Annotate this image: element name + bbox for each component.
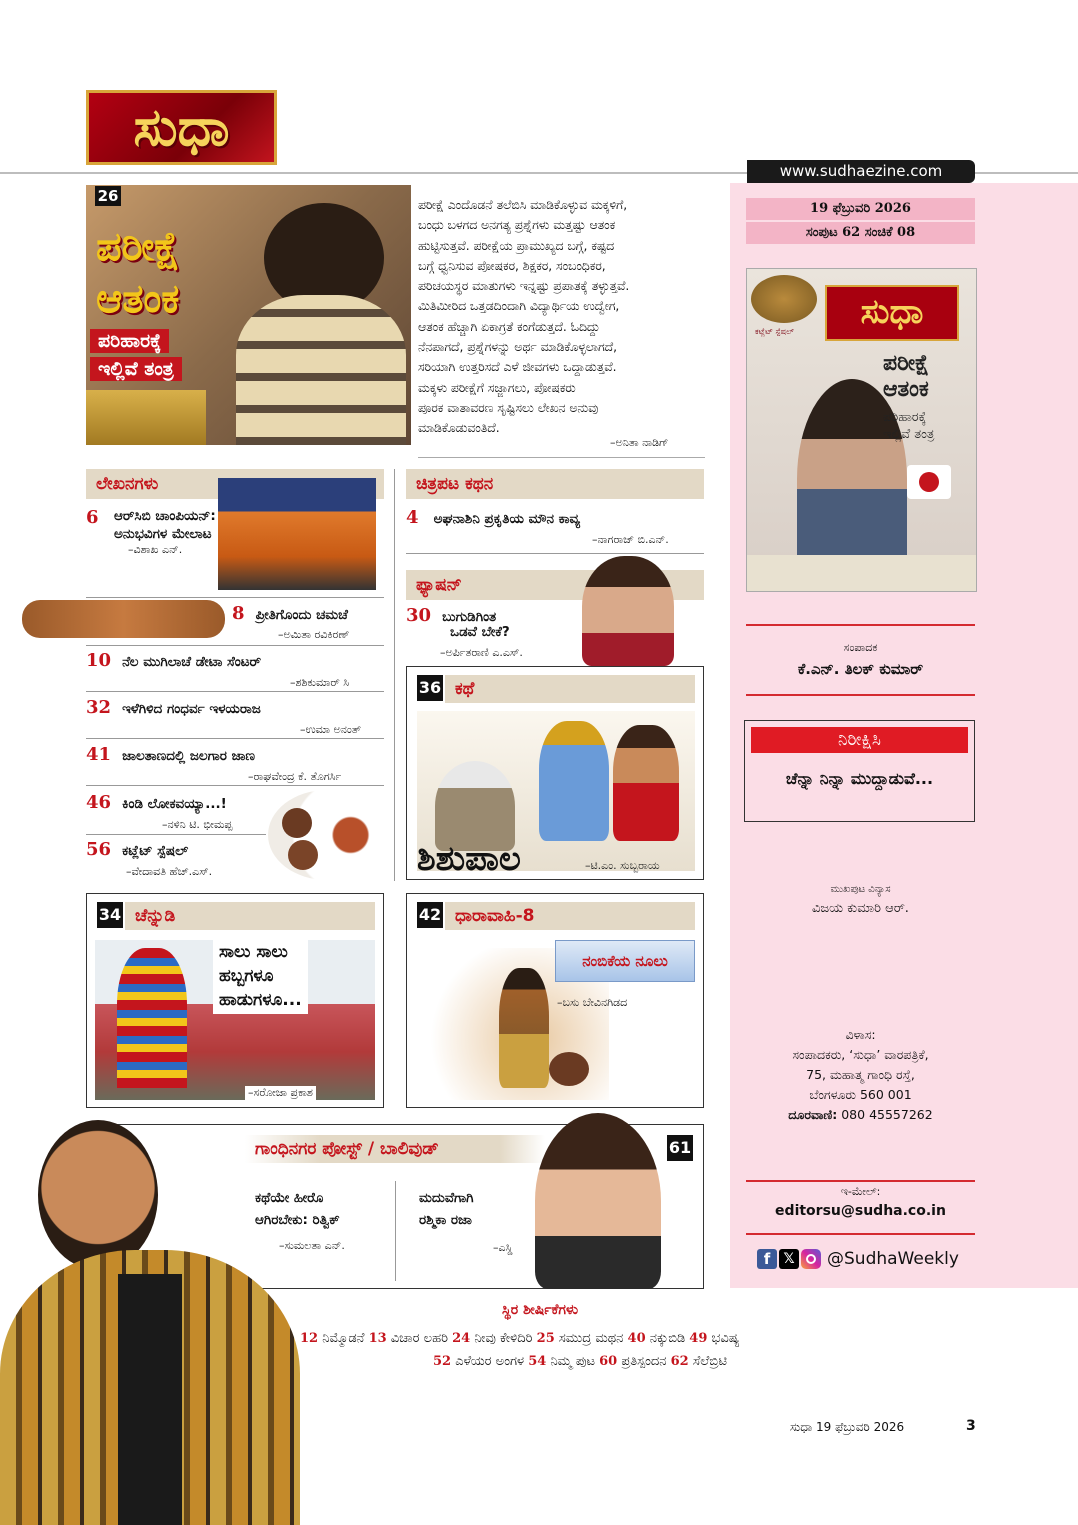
lead-line: ಪೂರಕ ವಾತಾವರಣ ಸೃಷ್ಟಿಸಲು ಲೇಖನ ಅನುವು (418, 400, 599, 415)
cover-design-label: ಮುಖಪುಟ ವಿನ್ಯಾಸ (830, 884, 891, 895)
actor-face (38, 1120, 158, 1270)
actor-jacket (0, 1250, 300, 1525)
film-right-title-line1: ಮದುವೆಗಾಗಿ (419, 1190, 474, 1206)
regular-page-number: 52 (432, 1354, 452, 1369)
krishna-figure (539, 721, 609, 841)
phone-line (746, 1105, 975, 1125)
article-author: –ಶಶಿಕುಮಾರ್ ಸಿ (290, 676, 350, 689)
list-divider (406, 553, 704, 554)
lead-line: ಆತಂಕ ಹೆಚ್ಚಾಗಿ ಏಕಾಗ್ರತೆ ಕಂಗೆಡುತ್ತದೆ. ಓದಿದ್ದು (418, 319, 600, 334)
address-line3: ಬೆಂಗಳೂರು 560 001 (809, 1087, 912, 1102)
social-row (757, 1249, 959, 1269)
sidebar-divider (746, 624, 975, 626)
regular-title: ಸೆಲೆಬ್ರಿಟಿ (692, 1354, 728, 1369)
regular-page-number: 25 (536, 1331, 555, 1346)
regular-columns-heading: ಸ್ಥಿರ ಶೀರ್ಷಿಕೆಗಳು (501, 1302, 579, 1318)
article-page-number: 56 (86, 839, 112, 860)
fashion-author: –ಅರ್ಪಿತರಾಣಿ ಎ.ಎಸ್. (440, 646, 523, 659)
story-box[interactable] (406, 666, 704, 880)
regular-item[interactable] (433, 1354, 524, 1369)
list-divider (86, 834, 266, 835)
article-author: –ವಿಶಾಖ ಎನ್. (128, 543, 183, 556)
footer-text: ಸುಧಾ 19 ಫೆಬ್ರುವರಿ 2026 (790, 1420, 905, 1434)
lead-subtitle-line1: ಪರಿಹಾರಕ್ಕೆ (90, 329, 169, 353)
regular-item[interactable] (599, 1354, 666, 1369)
cover-badge (907, 465, 951, 499)
cover-thumbnail[interactable] (746, 268, 977, 592)
regular-title: ಪ್ರತಿಸ್ಪಂದನ (621, 1354, 667, 1369)
film-left-author: –ಸುಮಲತಾ ಎನ್. (279, 1239, 345, 1252)
article-page-number: 10 (86, 650, 112, 671)
lead-line: ಸರಿಯಾಗಿ ಉತ್ತರಿಸದೆ ಎಳೆ ಜೀವಗಳು ಒದ್ದಾಡುತ್ತವೆ. (418, 360, 617, 375)
serial-heading: ಧಾರಾವಾಹಿ-8 (445, 902, 695, 930)
coming-next-heading: ನಿರೀಕ್ಷಿಸಿ (751, 727, 968, 753)
regular-page-number: 40 (627, 1331, 646, 1346)
article-title: ಕಟ್ಲೆಟ್ ಸ್ಪೆಷಲ್ (122, 843, 189, 859)
cinema-item[interactable] (406, 507, 580, 528)
lead-line: ಪರಿಚಯಸ್ಥರ ಮಾತುಗಳು ಇನ್ನಷ್ಟು ಪ್ರಪಾತಕ್ಕೆ ತಳ್ಳುತ್ತವೆ. (418, 279, 630, 294)
cover-line2: ಆತಂಕ (883, 377, 929, 402)
lead-line: ಬಗ್ಗೆ ಧ್ವನಿಸುವ ಪೋಷಕರ, ಶಿಕ್ಷಕರ, ಸಂಬಂಧಿಕರ, (418, 258, 606, 273)
regular-columns-row2 (300, 1351, 860, 1373)
cinema-page-number: 4 (406, 507, 419, 528)
actor-shirt (118, 1274, 182, 1525)
article-page-number: 6 (86, 507, 99, 528)
lead-title-line1: ಪರೀಕ್ಷೆ (96, 224, 181, 270)
article-page-number: 46 (86, 792, 112, 813)
serial-page-number: 42 (417, 902, 443, 928)
address-label: ವಿಳಾಸ: (845, 1027, 876, 1042)
woman-figure (499, 968, 549, 1088)
article-author: –ರಾಘವೇಂದ್ರ ಕೆ. ತೊಗರ್ಸಿ (248, 770, 342, 783)
regular-columns-row1 (300, 1328, 976, 1350)
phone-number: 080 45557262 (841, 1107, 933, 1122)
article-title: ಕಿಂಡಿ ಲೋಕವಯ್ಯಾ...! (122, 796, 227, 812)
list-divider (86, 645, 384, 646)
article-page-number: 32 (86, 697, 112, 718)
email-address[interactable]: editorsu@sudha.co.in (775, 1203, 946, 1219)
list-divider (86, 691, 384, 692)
address-block (746, 1025, 975, 1125)
email-label: ಇ-ಮೇಲ್: (840, 1185, 881, 1198)
regular-page-number: 54 (528, 1354, 547, 1369)
lead-line: ಮಾಡಿಕೊಡುವಂತಿದೆ. (418, 421, 500, 436)
rcb-photo (218, 478, 376, 590)
books-stack (86, 390, 206, 445)
article-title: ಜಾಲತಾಣದಲ್ಲಿ ಜಲಗಾರ ಜಾಣ (122, 748, 255, 764)
cooking-pot (549, 1052, 589, 1086)
address-line2: 75, ಮಹಾತ್ಮ ಗಾಂಧಿ ರಸ್ತೆ, (806, 1067, 915, 1082)
editor-label: ಸಂಪಾದಕ (843, 641, 878, 654)
lead-paragraph (418, 195, 708, 439)
travel-title-line2: ಹಬ್ಬಗಳೂ (219, 966, 274, 986)
address-line1: ಸಂಪಾದಕರು, ‘ಸುಧಾ’ ವಾರಪತ್ರಿಕೆ, (792, 1047, 929, 1062)
film-right-item (419, 1187, 474, 1231)
travel-box[interactable] (86, 893, 384, 1108)
lead-line: ನೆನಪಾಗದೆ, ಪ್ರಶ್ನೆಗಳನ್ನು ಅರ್ಥ ಮಾಡಿಕೊಳ್ಳಲಾಗದೆ, (418, 340, 617, 355)
lead-line: ಮಿತಿಮೀರಿದ ಒತ್ತಡದಿಂದಾಗಿ ವಿದ್ಯಾರ್ಥಿಯ ಉದ್ವೇಗ, (418, 299, 620, 314)
article-author: –ನಳಿನಿ ಟಿ. ಭೀಮಪ್ಪ (162, 818, 233, 831)
editor-name: ಕೆ.ಎನ್. ತಿಲಕ್ ಕುಮಾರ್ (797, 660, 924, 678)
regular-title: ವಿಚಾರ ಲಹರಿ (390, 1331, 448, 1346)
article-item[interactable] (86, 507, 216, 557)
article-item[interactable] (86, 744, 255, 765)
list-divider (86, 738, 384, 739)
article-item[interactable] (86, 792, 227, 813)
article-item[interactable] (86, 650, 261, 671)
cover-headline (883, 351, 929, 403)
sidebar-divider (746, 1180, 975, 1182)
film-right-title-line2: ರಶ್ಮಿಕಾ ರಜಾ (419, 1212, 472, 1228)
lead-rule (418, 457, 705, 458)
sidebar-divider (746, 1233, 975, 1235)
regular-item[interactable] (537, 1331, 624, 1346)
film-divider (395, 1181, 396, 1281)
cutlet-image (751, 275, 817, 323)
travel-title-line1: ಸಾಲು ಸಾಲು (219, 942, 288, 962)
lead-subtitle-line2: ಇಲ್ಲಿವೆ ತಂತ್ರ (90, 357, 182, 381)
lead-title-line2: ಆತಂಕ (96, 276, 180, 322)
coming-next-box (744, 720, 975, 822)
cover-line1: ಪರೀಕ್ಷೆ (883, 351, 930, 376)
article-item[interactable] (86, 839, 188, 860)
cover-book (747, 555, 976, 591)
story-heading: ಕಥೆ (445, 675, 695, 703)
fashion-page-number: 30 (406, 605, 432, 626)
film-left-title-line2: ಆಗಿರಬೇಕು: ರಿತ್ವಿಕ್ (255, 1212, 340, 1228)
article-title: ನೆಲ ಮುಗಿಲಾಚೆ ಡೇಟಾ ಸೆಂಟರ್ (122, 654, 262, 670)
cover-line4: ಇಲ್ಲಿವೆ ತಂತ್ರ (883, 427, 935, 442)
issue-volume: ಸಂಪುಟ 62 ಸಂಚಿಕೆ 08 (746, 222, 975, 244)
cover-logo: ಸುಧಾ (825, 285, 959, 341)
film-left-title-line1: ಕಥೆಯೇ ಹೀರೊ (255, 1190, 324, 1206)
article-item[interactable] (86, 697, 261, 718)
regular-page-number: 24 (452, 1331, 471, 1346)
instagram-icon[interactable] (801, 1249, 821, 1269)
issue-date: 19 ಫೆಬ್ರುವರಿ 2026 (746, 198, 975, 220)
travel-heading: ಚೆನ್ನುಡಿ (125, 902, 375, 930)
film-left-item (255, 1187, 340, 1231)
cover-tag: ಕಟ್ಲೆಟ್ ಸ್ಪೆಷಲ್ (755, 327, 794, 336)
travel-title (213, 938, 308, 1014)
page-number: 3 (966, 1418, 976, 1434)
regular-item[interactable] (300, 1331, 364, 1346)
article-item[interactable] (232, 603, 348, 624)
serial-box[interactable] (406, 893, 704, 1108)
sidebar-divider (746, 694, 975, 696)
articles-heading: ಲೇಖನಗಳು (86, 469, 384, 499)
cover-design-name: ವಿಜಯ ಕುಮಾರಿ ಆರ್. (812, 901, 909, 916)
regular-item[interactable] (628, 1331, 686, 1346)
regular-title: ನೀವು ಕೇಳಿದಿರಿ (474, 1331, 533, 1346)
student-shirt (236, 295, 406, 445)
regular-page-number: 49 (689, 1331, 708, 1346)
regular-page-number: 60 (599, 1354, 618, 1369)
wooden-spoon-image (22, 600, 225, 638)
cover-subline (883, 409, 934, 443)
lead-page-number: 26 (95, 186, 121, 206)
x-icon[interactable]: 𝕏 (779, 1249, 799, 1269)
lead-line: ಮಕ್ಕಳು ಪರೀಕ್ಷೆಗೆ ಸಜ್ಜಾಗಲು, ಪೋಷಕರು (418, 380, 576, 395)
travel-author: –ಸರೋಜಾ ಪ್ರಕಾಶ (245, 1086, 316, 1100)
regular-title: ನಿಮ್ಮೊಡನೆ (322, 1331, 365, 1346)
shishupala-figure (613, 725, 679, 841)
list-divider (86, 785, 384, 786)
regular-page-number: 62 (670, 1354, 689, 1369)
fashion-title-line2: ಒಡವೆ ಬೇಕೆ? (450, 624, 510, 640)
fashion-title-line1: ಬುಗುಡಿಗಿಂತ (442, 609, 497, 625)
cinema-heading: ಚಿತ್ರಪಟ ಕಥನ (406, 469, 704, 499)
film-right-author: –ಎಸ್ಡಿ (493, 1241, 513, 1254)
article-page-number: 41 (86, 744, 112, 765)
facebook-icon[interactable]: f (757, 1249, 777, 1269)
article-author: –ಉಮಾ ಅನಂತ್ (300, 723, 362, 736)
lead-story-image[interactable] (86, 185, 411, 445)
fashion-item[interactable] (406, 605, 496, 626)
phone-label: ದೂರವಾಣಿ: (788, 1107, 838, 1122)
travel-title-line3: ಹಾಡುಗಳೂ... (219, 990, 302, 1010)
lead-line: ಪರೀಕ್ಷೆ ಎಂದೊಡನೆ ತಲೆಬಿಸಿ ಮಾಡಿಕೊಳ್ಳುವ ಮಕ್ಕಳಿಗೆ, (418, 198, 628, 212)
article-author: –ಅಮಿತಾ ರವಿಕಿರಣ್ (278, 628, 350, 641)
film-page-number-right: 61 (667, 1135, 693, 1161)
story-page-number: 36 (417, 675, 443, 701)
sage-figure (435, 761, 515, 851)
travel-page-number: 34 (97, 902, 123, 928)
lead-line: ಬಂಧು ಬಳಗದ ಅನಗತ್ಯ ಪ್ರಶ್ನೆಗಳು ಮತ್ತಷ್ಟು ಆತಂಕ (418, 218, 616, 233)
story-author: –ಟಿ.ಎಂ. ಸುಬ್ಬರಾಯ (585, 859, 660, 872)
film-heading: ಗಾಂಧಿನಗರ ಪೋಸ್ಟ್ / ಬಾಲಿವುಡ್ (245, 1135, 545, 1163)
serial-author: –ಬಸು ಬೇವಿನಗಿಡದ (557, 996, 628, 1009)
lead-subtitle (90, 329, 182, 381)
snack-plate-image (268, 790, 386, 880)
regular-page-number: 12 (300, 1331, 319, 1346)
regular-title: ನಿಮ್ಮ ಪುಟ (550, 1354, 595, 1369)
fashion-heading: ಫ್ಯಾಷನ್ (406, 570, 704, 600)
regular-item[interactable] (689, 1331, 739, 1346)
lead-title (96, 221, 180, 325)
article-title: ಆರ್‌ಸಿಬಿ ಚಾಂಪಿಯನ್: ಅನುಭವಿಗಳ ಮೇಲಾಟ (114, 508, 216, 542)
coming-next-title: ಚೆನ್ನಾ ನಿನ್ನಾ ಮುದ್ದಾಡುವೆ... (785, 769, 934, 788)
actress-photo (535, 1113, 661, 1289)
sudha-logo: ಸುಧಾ (86, 90, 277, 165)
cinema-title: ಅಘನಾಶಿನಿ ಪ್ರಕೃತಿಯ ಮೌನ ಕಾವ್ಯ (433, 511, 581, 527)
regular-title: ಭವಿಷ್ಯ (711, 1331, 740, 1346)
regular-page-number: 13 (368, 1331, 387, 1346)
regular-title: ಎಳೆಯರ ಅಂಗಳ (455, 1354, 525, 1369)
regular-item[interactable] (369, 1331, 448, 1346)
regular-item[interactable] (528, 1354, 595, 1369)
article-author: –ವೇದಾವತಿ ಹೆಚ್.ಎಸ್. (126, 865, 213, 878)
article-page-number: 8 (232, 603, 245, 624)
lead-author: –ಅನಿತಾ ನಾಡಿಗ್ (610, 436, 669, 449)
regular-title: ಸಮುದ್ರ ಮಥನ (558, 1331, 624, 1346)
website-link[interactable]: www.sudhaezine.com (747, 160, 975, 183)
column-divider (394, 469, 395, 881)
lead-line: ಹುಟ್ಟಿಸುತ್ತವೆ. ಪರೀಕ್ಷೆಯ ಪ್ರಾಮುಖ್ಯದ ಬಗ್ಗೆ, ಕಷ್ಟದ (418, 238, 615, 253)
regular-title: ನಕ್ಕುಬಿಡಿ (649, 1331, 686, 1346)
regular-item[interactable] (671, 1354, 727, 1369)
serial-title: ನಂಬಿಕೆಯ ನೂಲು (555, 940, 695, 982)
cinema-author: –ನಾಗರಾಜ್ ಬಿ.ಎನ್. (592, 533, 669, 546)
temple-chariot (117, 948, 187, 1088)
story-title: ಶಿಶುಪಾಲ (417, 839, 521, 879)
article-title: ಪ್ರೀತಿಗೊಂದು ಚಮಚೆ (255, 607, 348, 623)
regular-item[interactable] (452, 1331, 532, 1346)
article-title: ಇಳೆಗಿಳಿದ ಗಂಧರ್ವ ಇಳಯರಾಜ (122, 701, 261, 717)
list-divider (86, 597, 384, 598)
cover-line3: ಪರಿಹಾರಕ್ಕೆ (883, 410, 927, 425)
fashion-model-image (582, 556, 674, 666)
social-handle[interactable]: @SudhaWeekly (827, 1249, 959, 1269)
